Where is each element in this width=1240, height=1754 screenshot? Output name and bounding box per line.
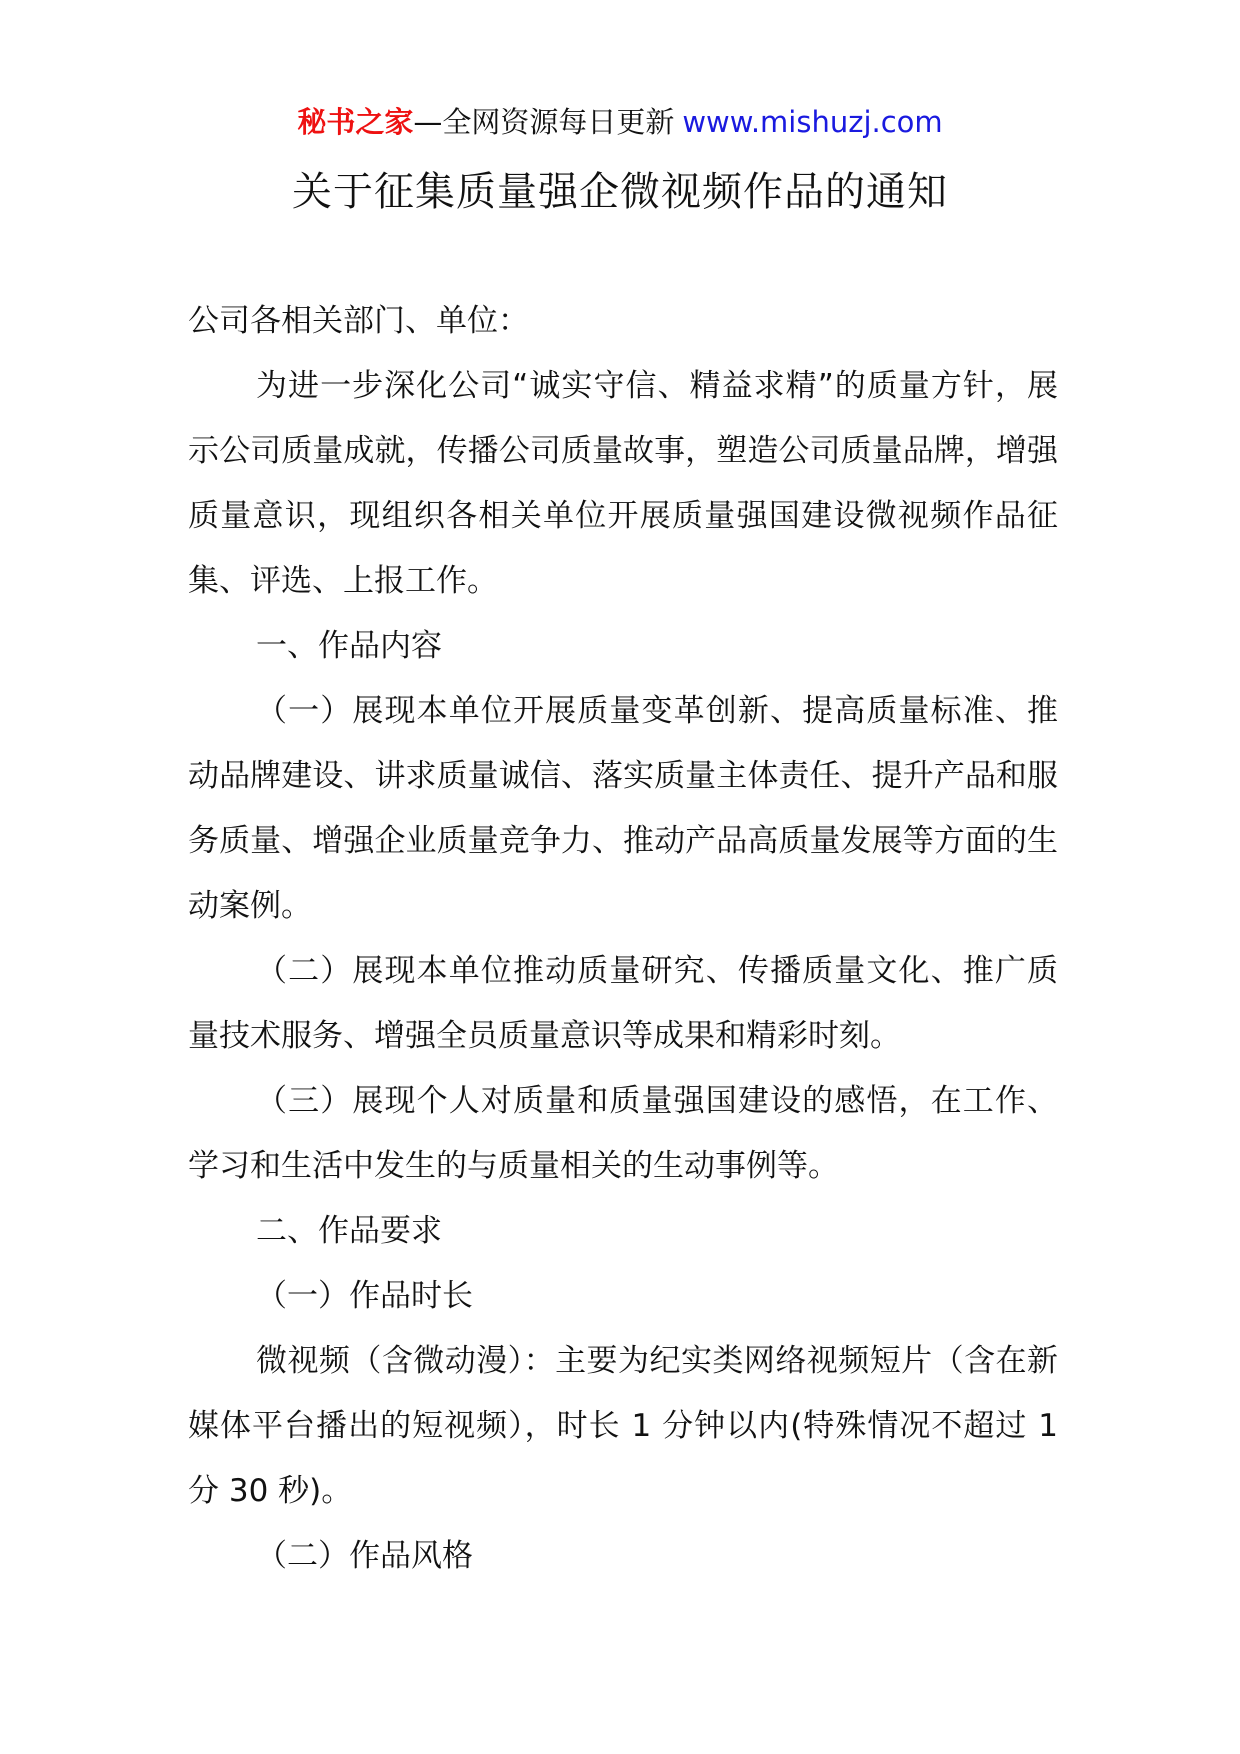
site-url-link[interactable]: www.mishuzj.com [682, 105, 943, 139]
subheading-style: （二）作品风格 [256, 1538, 473, 1574]
content-item-3: （三）展现个人对质量和质量强国建设的感悟，在工作、学习和生活中发生的与质量相关的生动事例等。 [188, 1083, 1058, 1184]
document-body [188, 289, 1058, 1589]
site-header [0, 100, 1240, 144]
document-title: 关于征集质量强企微视频作品的通知 [292, 169, 948, 215]
content-item-1: （一）展现本单位开展质量变革创新、提高质量标准、推动品牌建设、讲求质量诚信、落实质量主体责任、提升产品和服务质量、增强企业质量竞争力、推动产品高质量发展等方面的生动案例。 [188, 693, 1058, 924]
intro-paragraph: 为进一步深化公司“诚实守信、精益求精”的质量方针，展示公司质量成就，传播公司质量故事，塑造公司质量品牌，增强质量意识，现组织各相关单位开展质量强国建设微视频作品征集、评选、上报工作。 [188, 368, 1058, 599]
content-item-2: （二）展现本单位推动质量研究、传播质量文化、推广质量技术服务、增强全员质量意识等成果和精彩时刻。 [188, 953, 1058, 1054]
brand-name: 秘书之家 [297, 105, 414, 139]
section-heading-requirements: 二、作品要求 [256, 1213, 442, 1249]
duration-paragraph: 微视频（含微动漫）：主要为纪实类网络视频短片（含在新媒体平台播出的短视频），时长 1 分钟以内(特殊情况不超过 1 分 30 秒)。 [188, 1343, 1058, 1509]
section-heading-content: 一、作品内容 [256, 628, 442, 664]
subheading-duration: （一）作品时长 [256, 1278, 473, 1314]
salutation: 公司各相关部门、单位： [188, 303, 529, 339]
header-tagline: —全网资源每日更新 [413, 105, 675, 139]
